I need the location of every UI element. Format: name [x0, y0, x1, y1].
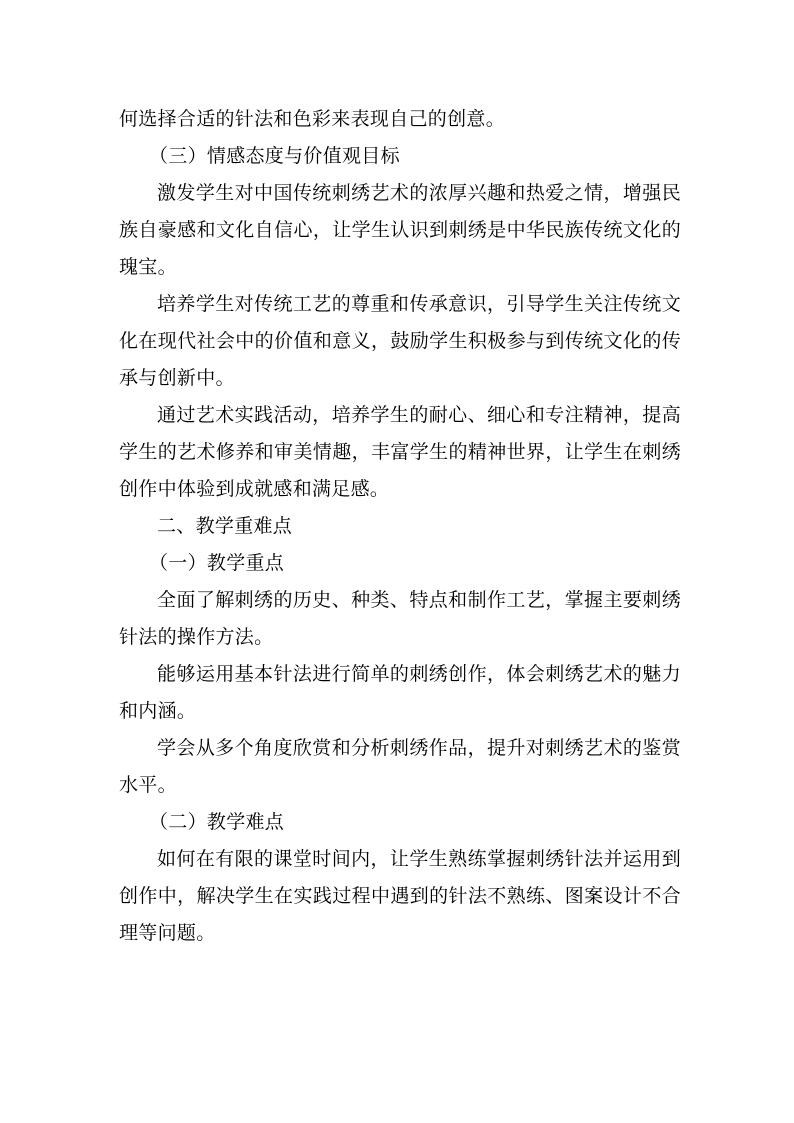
paragraph: 全面了解刺绣的历史、种类、特点和制作工艺，掌握主要刺绣针法的操作方法。	[119, 589, 681, 648]
paragraph: 培养学生对传统工艺的尊重和传承意识，引导学生关注传统文化在现代社会中的价值和意义，鼓励学生积极参与到传统文化的传承与创新中。	[119, 293, 681, 389]
paragraph: 能够运用基本针法进行简单的刺绣创作，体会刺绣艺术的魅力和内涵。	[119, 663, 681, 722]
document-body	[119, 101, 681, 952]
subheading-difficult-points: （二）教学难点	[149, 811, 285, 833]
paragraph: 学会从多个角度欣赏和分析刺绣作品，提升对刺绣艺术的鉴赏水平。	[119, 737, 681, 796]
section-heading-key-difficult-points: 二、教学重难点	[157, 515, 293, 537]
paragraph: 如何在有限的课堂时间内，让学生熟练掌握刺绣针法并运用到创作中，解决学生在实践过程中遇到的针法不熟练、图案设计不合理等问题。	[119, 848, 681, 944]
paragraph: 激发学生对中国传统刺绣艺术的浓厚兴趣和热爱之情，增强民族自豪感和文化自信心，让学生认识到刺绣是中华民族传统文化的瑰宝。	[119, 182, 681, 278]
paragraph: 通过艺术实践活动，培养学生的耐心、细心和专注精神，提高学生的艺术修养和审美情趣，丰富学生的精神世界，让学生在刺绣创作中体验到成就感和满足感。	[119, 404, 681, 500]
paragraph-continuation: 何选择合适的针法和色彩来表现自己的创意。	[119, 108, 506, 130]
subheading-key-points: （一）教学重点	[149, 552, 285, 574]
subheading-emotion-goals: （三）情感态度与价值观目标	[149, 145, 400, 167]
